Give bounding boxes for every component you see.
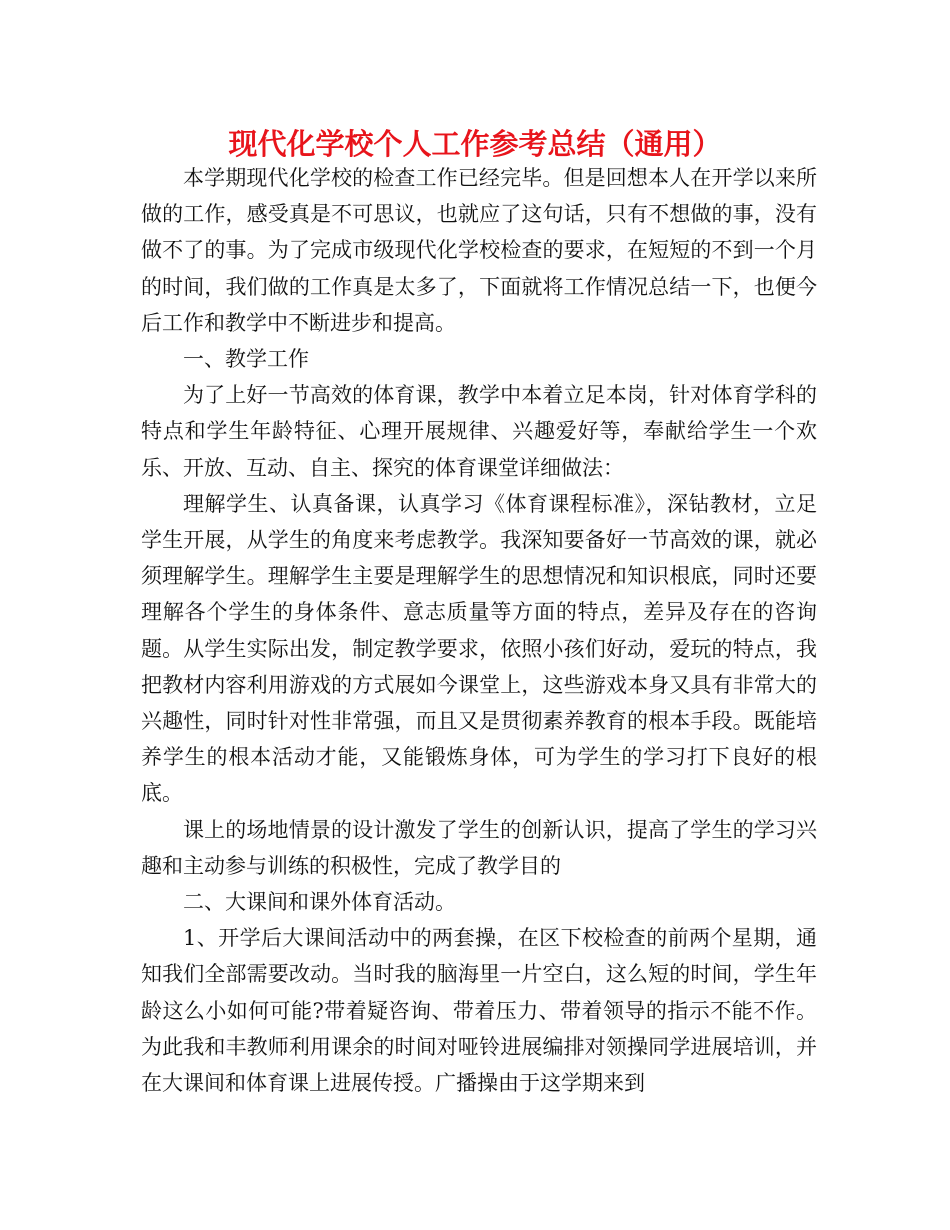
document-title: 现代化学校个人工作参考总结（通用） — [228, 127, 722, 161]
section-heading-activities: 二、大课间和课外体育活动。 — [183, 890, 456, 915]
document-body — [141, 160, 817, 1101]
paragraph-teaching: 为了上好一节高效的体育课，教学中本着立足本岗，针对体育学科的特点和学生年龄特征、心理开展规律、兴趣爱好等，奉献给学生一个欢乐、开放、互动、自主、探究的体育课堂详细做法： — [141, 383, 817, 480]
paragraph-understanding-students: 理解学生、认真备课，认真学习《体育课程标准》，深钻教材，立足学生开展，从学生的角度来考虑教学。我深知要备好一节高效的课，就必须理解学生。理解学生主要是理解学生的思想情况和知识根底，同时还要理解各个学生的身体条件、意志质量等方面的特点，差异及存在的咨询题。从学生实际出发，制定教学要求，依照小孩们好动，爱玩的特点，我把教材内容利用游戏的方式展如今课堂上，这些游戏本身又具有非常大的兴趣性，同时针对性非常强，而且又是贯彻素养教育的根本手段。既能培养学生的根本活动才能，又能锻炼身体，可为学生的学习打下良好的根底。 — [141, 491, 817, 806]
paragraph-intro: 本学期现代化学校的检查工作已经完毕。但是回想本人在开学以来所做的工作，感受真是不可思议，也就应了这句话，只有不想做的事，没有做不了的事。为了完成市级现代化学校检查的要求，在短短的不到一个月的时间，我们做的工作真是太多了，下面就将工作情况总结一下，也便今后工作和教学中不断进步和提高。 — [141, 166, 817, 335]
paragraph-classroom-design: 课上的场地情景的设计激发了学生的创新认识，提高了学生的学习兴趣和主动参与训练的积极性，完成了教学目的 — [141, 817, 817, 878]
paragraph-exercises: 1、开学后大课间活动中的两套操，在区下校检查的前两个星期，通知我们全部需要改动。当时我的脑海里一片空白，这么短的时间，学生年龄这么小如何可能?带着疑咨询、带着压力、带着领导的指示不能不作。为此我和丰教师利用课余的时间对哑铃进展编排对领操同学进展培训，并在大课间和体育课上进展传授。广播操由于这学期来到 — [141, 926, 817, 1096]
section-heading-teaching: 一、教学工作 — [183, 347, 309, 372]
